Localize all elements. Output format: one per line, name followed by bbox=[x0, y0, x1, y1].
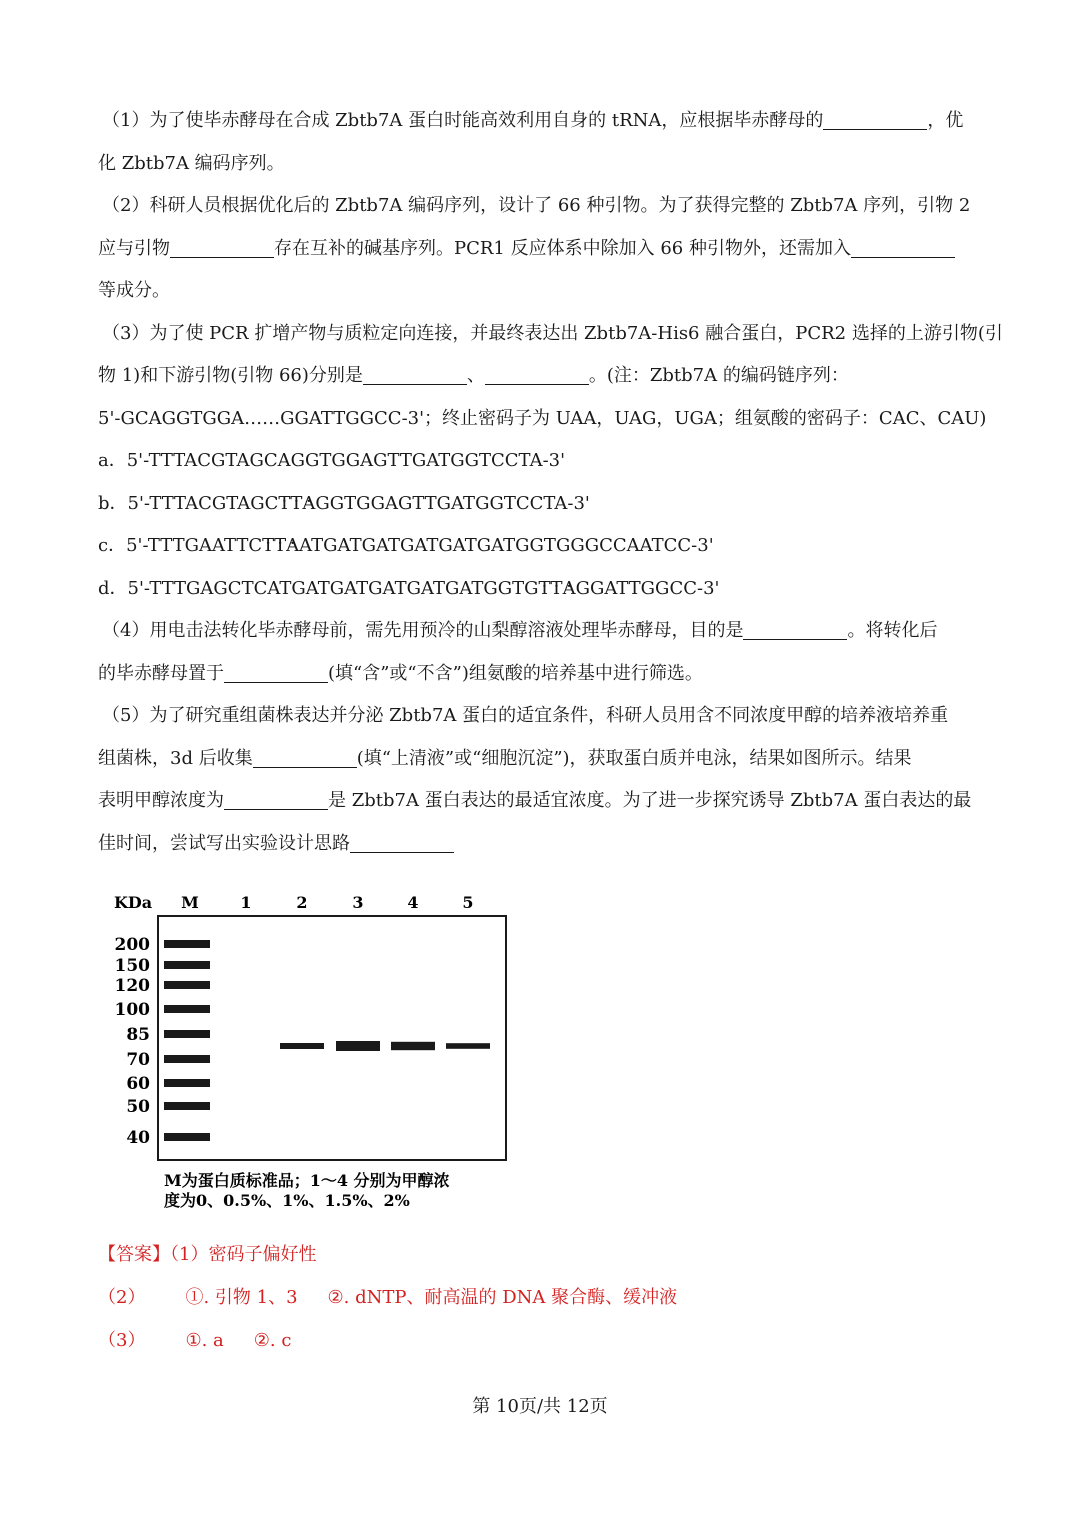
q5-line-2: 组菌株，3d 后收集 (填“上清液”或“细胞沉淀”)，获取蛋白质并电泳，结果如图所示。结果 bbox=[98, 747, 912, 769]
marker-band bbox=[164, 1030, 210, 1038]
answer-blank bbox=[485, 364, 589, 385]
q3-option-d: d．5'-TTTGAGCTCATGATGATGATGATGATGGTGT ·T ·A ·GGATTGGCC-3' bbox=[98, 568, 984, 611]
q2-line-2: 应与引物 存在互补的碱基序列。PCR1 反应体系中除加入 66 种引物外，还需加入 bbox=[98, 228, 984, 271]
kda-label: KDa bbox=[114, 893, 153, 912]
marker-size-label: 40 bbox=[126, 1128, 150, 1148]
q1-line-2: 化 Zbtb7A 编码序列。 bbox=[98, 152, 285, 174]
answer-line-1: 【答案】（1）密码子偏好性 bbox=[98, 1244, 317, 1265]
answer-blank bbox=[823, 109, 927, 130]
answer-blank bbox=[170, 237, 274, 258]
figure-caption-line-2: 度为0、0.5%、1%、1.5%、2% bbox=[164, 1191, 410, 1210]
q5-line-1: （5）为了研究重组菌株表达并分泌 Zbtb7A 蛋白的适宜条件，科研人员用含不同浓度甲醇的培养液培养重 bbox=[102, 705, 949, 726]
q3-option-c: c．5'-TTTGAATTCT ·T ·A ·ATGATGATGATGATGATGGTGGGCCAATCC-3' bbox=[98, 525, 984, 568]
marker-band bbox=[164, 981, 210, 989]
marker-size-label: 60 bbox=[126, 1074, 150, 1094]
gel-figure bbox=[108, 884, 528, 1214]
q3-option-b: b．5'-TTTACGTAGCT ·T ·A ·GGTGGAGTTGATGGTCCTA-3' bbox=[98, 483, 984, 526]
q5-line-3: 表明甲醇浓度为 是 Zbtb7A 蛋白表达的最适宜浓度。为了进一步探究诱导 Zbtb7A 蛋白表达的最 bbox=[98, 790, 972, 811]
answer-blank bbox=[224, 662, 328, 683]
sample-band bbox=[280, 1043, 324, 1049]
dotted-base: A · bbox=[563, 568, 576, 611]
q3-option-a: a．5'-TTTACGTAGCAGGTGGAGTTGATGGTCCTA-3' bbox=[98, 450, 566, 471]
answer-line-3: （3） ①. a ②. c bbox=[98, 1330, 292, 1351]
dotted-base: T · bbox=[262, 525, 274, 568]
dotted-base: T · bbox=[551, 568, 563, 611]
dotted-base: A · bbox=[286, 525, 299, 568]
gel-frame bbox=[158, 916, 506, 1160]
q2-line-1: （2）科研人员根据优化后的 Zbtb7A 编码序列，设计了 66 种引物。为了获得完整的 Zbtb7A 序列，引物 2 bbox=[102, 195, 971, 216]
marker-group bbox=[115, 935, 211, 1148]
marker-size-label: 120 bbox=[114, 976, 150, 996]
answer-blank bbox=[253, 747, 357, 768]
marker-size-label: 85 bbox=[126, 1025, 150, 1045]
marker-band bbox=[164, 940, 210, 948]
marker-size-label: 100 bbox=[114, 1000, 150, 1020]
answer-blank bbox=[851, 237, 955, 258]
marker-band bbox=[164, 1055, 210, 1063]
gel-figure-svg bbox=[108, 884, 528, 1214]
q3-line-1: （3）为了使 PCR 扩增产物与质粒定向连接，并最终表达出 Zbtb7A-His6 融合蛋白，PCR2 选择的上游引物(引 bbox=[102, 322, 1003, 344]
lane-label: M bbox=[181, 893, 199, 912]
answer-line-2: （2） ①. 引物 1、3 ②. dNTP、耐高温的 DNA 聚合酶、缓冲液 bbox=[98, 1287, 678, 1308]
marker-band bbox=[164, 1133, 210, 1141]
lane-labels bbox=[181, 893, 473, 912]
question-body bbox=[98, 100, 1003, 865]
answer-blank bbox=[363, 364, 467, 385]
band-group bbox=[280, 1041, 490, 1051]
answer-blank bbox=[743, 619, 847, 640]
page-footer: 第 10页/共 12页 bbox=[472, 1396, 608, 1417]
marker-band bbox=[164, 1079, 210, 1087]
marker-band bbox=[164, 961, 210, 969]
q4-line-2: 的毕赤酵母置于 (填“含”或“不含”)组氨酸的培养基中进行筛选。 bbox=[98, 662, 703, 684]
lane-label: 1 bbox=[240, 893, 252, 912]
answer-tag: 【答案】 bbox=[98, 1244, 170, 1265]
marker-size-label: 70 bbox=[126, 1050, 150, 1070]
figure-caption-line-1: M为蛋白质标准品；1～4 分别为甲醇浓 bbox=[164, 1171, 450, 1190]
dotted-base: A · bbox=[302, 483, 315, 526]
marker-band bbox=[164, 1005, 210, 1013]
dotted-base: T · bbox=[278, 483, 290, 526]
q3-line-2: 物 1)和下游引物(引物 66)分别是 、 。(注：Zbtb7A 的编码链序列： bbox=[98, 365, 849, 386]
marker-size-label: 200 bbox=[114, 935, 150, 955]
lane-label: 3 bbox=[352, 893, 364, 912]
q1-line-1: （1）为了使毕赤酵母在合成 Zbtb7A 蛋白时能高效利用自身的 tRNA，应根据毕赤酵母的 ，优 bbox=[102, 110, 964, 131]
answer-blank bbox=[350, 832, 454, 853]
marker-size-label: 150 bbox=[114, 956, 150, 976]
lane-label: 2 bbox=[296, 893, 308, 912]
lane-label: 5 bbox=[462, 893, 474, 912]
sample-band bbox=[336, 1041, 380, 1051]
sample-band bbox=[446, 1043, 490, 1049]
sample-band bbox=[391, 1042, 435, 1050]
marker-band bbox=[164, 1102, 210, 1110]
dotted-base: T · bbox=[539, 568, 551, 611]
dotted-base: T · bbox=[290, 483, 302, 526]
answer-blank bbox=[224, 789, 328, 810]
lane-label: 4 bbox=[407, 893, 419, 912]
marker-size-label: 50 bbox=[126, 1097, 150, 1117]
q2-line-3: 等成分。 bbox=[98, 280, 170, 301]
q4-line-1: （4）用电击法转化毕赤酵母前，需先用预冷的山梨醇溶液处理毕赤酵母，目的是 。将转化后 bbox=[102, 620, 938, 641]
q3-line-3: 5'-GCAGGTGGA……GGATTGGCC-3'；终止密码子为 UAA，UAG，UGA；组氨酸的密码子：CAC、CAU) bbox=[98, 407, 987, 429]
dotted-base: T · bbox=[274, 525, 286, 568]
q5-line-4: 佳时间，尝试写出实验设计思路 bbox=[98, 823, 984, 866]
